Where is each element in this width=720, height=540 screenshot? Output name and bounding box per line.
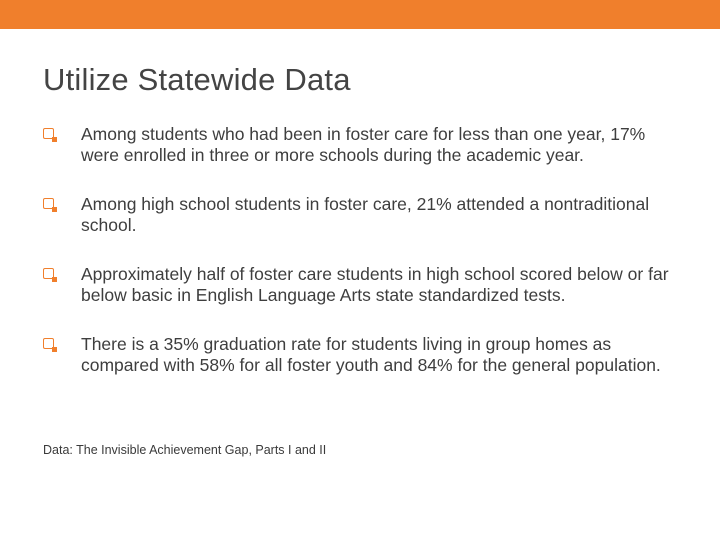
checkbox-icon	[43, 198, 54, 209]
bullet-text: Among students who had been in foster care for less than one year, 17% were enrolled in three or more schools during the academic year.	[81, 124, 646, 165]
checkbox-icon	[43, 128, 54, 139]
top-accent-bar	[0, 0, 720, 29]
bullet-item	[43, 124, 683, 165]
slide-title: Utilize Statewide Data	[43, 62, 351, 97]
bullet-text: Approximately half of foster care students in high school scored below or far below basic in English Language Arts state standardized tests.	[81, 264, 669, 305]
checkbox-icon	[43, 338, 54, 349]
checkbox-icon	[43, 268, 54, 279]
bullet-item	[43, 264, 683, 305]
bullet-text: There is a 35% graduation rate for students living in group homes as compared with 58% for all foster youth and 84% for the general population.	[81, 334, 661, 375]
bullet-item	[43, 334, 683, 375]
bullet-text: Among high school students in foster care, 21% attended a nontraditional school.	[81, 194, 650, 235]
bullet-list	[43, 124, 683, 404]
source-footnote: Data: The Invisible Achievement Gap, Parts I and II	[43, 443, 327, 457]
bullet-item	[43, 194, 683, 235]
